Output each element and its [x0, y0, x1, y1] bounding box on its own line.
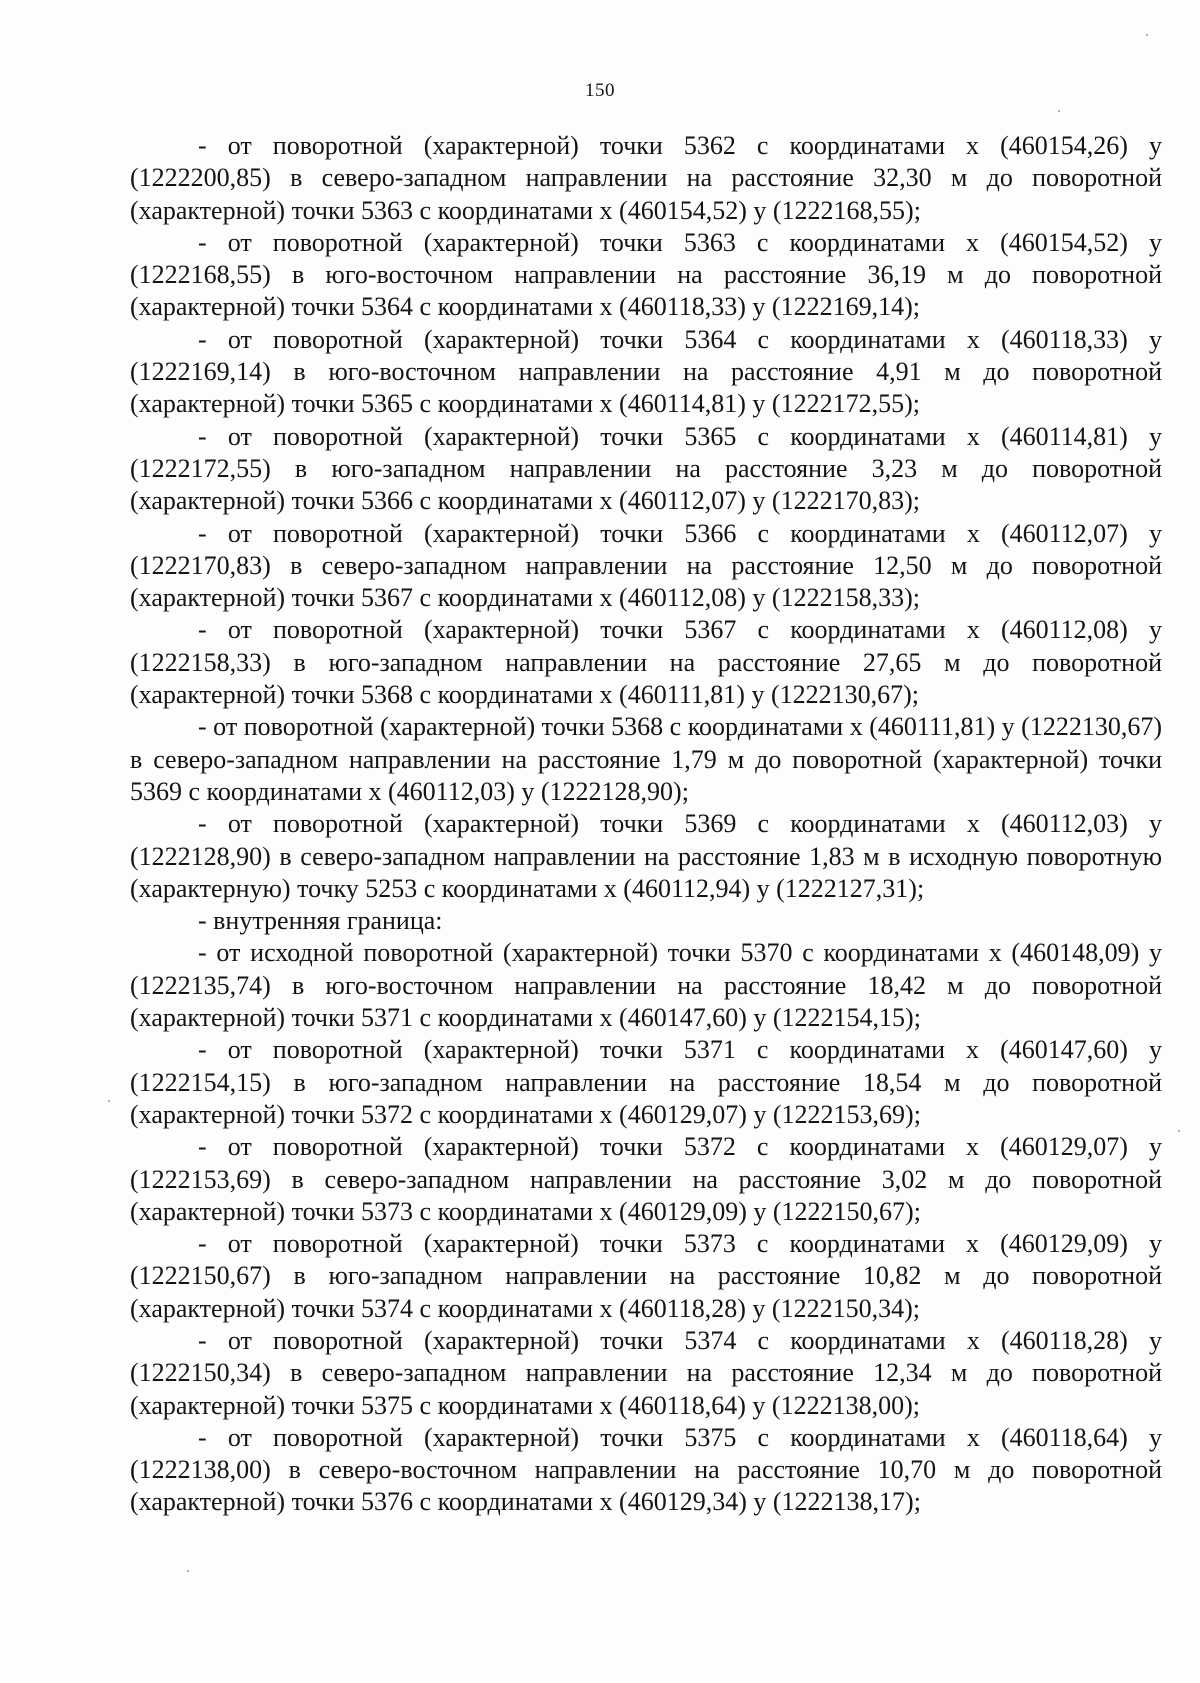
paragraph-boundary-segment: - от исходной поворотной (характерной) точки 5370 с координатами х (460148,09) у (1222135,74) в юго-восточном направлении на расстояние 18,42 м до поворотной (характерной) точки 5371 с координатами х (460147,60) у (1222154,15); — [130, 938, 1162, 1033]
page-number: 150 — [585, 80, 615, 101]
scan-speck — [187, 1570, 189, 1572]
paragraph-boundary-segment: - от поворотной (характерной) точки 5368 с координатами х (460111,81) у (1222130,67) в северо-западном направлении на расстояние 1,79 м до поворотной (характерной) точки 5369 с координатами х (460112,03) у (1222128,90); — [130, 712, 1162, 806]
scan-speck — [1058, 110, 1060, 112]
paragraph-boundary-segment: - от поворотной (характерной) точки 5369 с координатами х (460112,03) у (1222128,90) в северо-западном направлении на расстояние 1,83 м в исходную поворотную (характерную) точку 5253 с координатами х (460112,94) у (1222127,31); — [130, 809, 1162, 903]
scan-speck — [1178, 1130, 1180, 1132]
inner-boundary-heading: - внутренняя граница: — [198, 906, 443, 936]
paragraph-boundary-segment: - от поворотной (характерной) точки 5371 с координатами х (460147,60) у (1222154,15) в юго-западном направлении на расстояние 18,54 м до поворотной (характерной) точки 5372 с координатами х (460129,07) у (1222153,69); — [130, 1035, 1162, 1129]
scan-speck — [108, 1100, 110, 1102]
document-body — [130, 130, 1162, 1519]
paragraph-boundary-segment: - от поворотной (характерной) точки 5363 с координатами х (460154,52) у (1222168,55) в юго-восточном направлении на расстояние 36,19 м до поворотной (характерной) точки 5364 с координатами х (460118,33) у (1222169,14); — [130, 227, 1162, 322]
paragraph-boundary-segment: - от поворотной (характерной) точки 5366 с координатами х (460112,07) у (1222170,83) в северо-западном направлении на расстояние 12,50 м до поворотной (характерной) точки 5367 с координатами х (460112,08) у (1222158,33); — [130, 518, 1162, 613]
scan-speck — [1146, 34, 1148, 36]
paragraph-boundary-segment: - от поворотной (характерной) точки 5375 с координатами х (460118,64) у (1222138,00) в северо-восточном направлении на расстояние 10,70 м до поворотной (характерной) точки 5376 с координатами х (460129,34) у (1222138,17); — [130, 1422, 1162, 1517]
paragraph-boundary-segment: - от поворотной (характерной) точки 5367 с координатами х (460112,08) у (1222158,33) в юго-западном направлении на расстояние 27,65 м до поворотной (характерной) точки 5368 с координатами х (460111,81) у (1222130,67); — [130, 615, 1162, 710]
paragraph-boundary-segment: - от поворотной (характерной) точки 5364 с координатами х (460118,33) у (1222169,14) в юго-восточном направлении на расстояние 4,91 м до поворотной (характерной) точки 5365 с координатами х (460114,81) у (1222172,55); — [130, 324, 1162, 419]
paragraph-boundary-segment: - от поворотной (характерной) точки 5372 с координатами х (460129,07) у (1222153,69) в северо-западном направлении на расстояние 3,02 м до поворотной (характерной) точки 5373 с координатами х (460129,09) у (1222150,67); — [130, 1132, 1162, 1226]
paragraph-boundary-segment: - от поворотной (характерной) точки 5374 с координатами х (460118,28) у (1222150,34) в северо-западном направлении на расстояние 12,34 м до поворотной (характерной) точки 5375 с координатами х (460118,64) у (1222138,00); — [130, 1325, 1162, 1420]
paragraph-boundary-segment: - от поворотной (характерной) точки 5362 с координатами х (460154,26) у (1222200,85) в северо-западном направлении на расстояние 32,30 м до поворотной (характерной) точки 5363 с координатами х (460154,52) у (1222168,55); — [130, 131, 1162, 225]
paragraph-boundary-segment: - от поворотной (характерной) точки 5373 с координатами х (460129,09) у (1222150,67) в юго-западном направлении на расстояние 10,82 м до поворотной (характерной) точки 5374 с координатами х (460118,28) у (1222150,34); — [130, 1229, 1162, 1323]
paragraph-boundary-segment: - от поворотной (характерной) точки 5365 с координатами х (460114,81) у (1222172,55) в юго-западном направлении на расстояние 3,23 м до поворотной (характерной) точки 5366 с координатами х (460112,07) у (1222170,83); — [130, 421, 1162, 516]
